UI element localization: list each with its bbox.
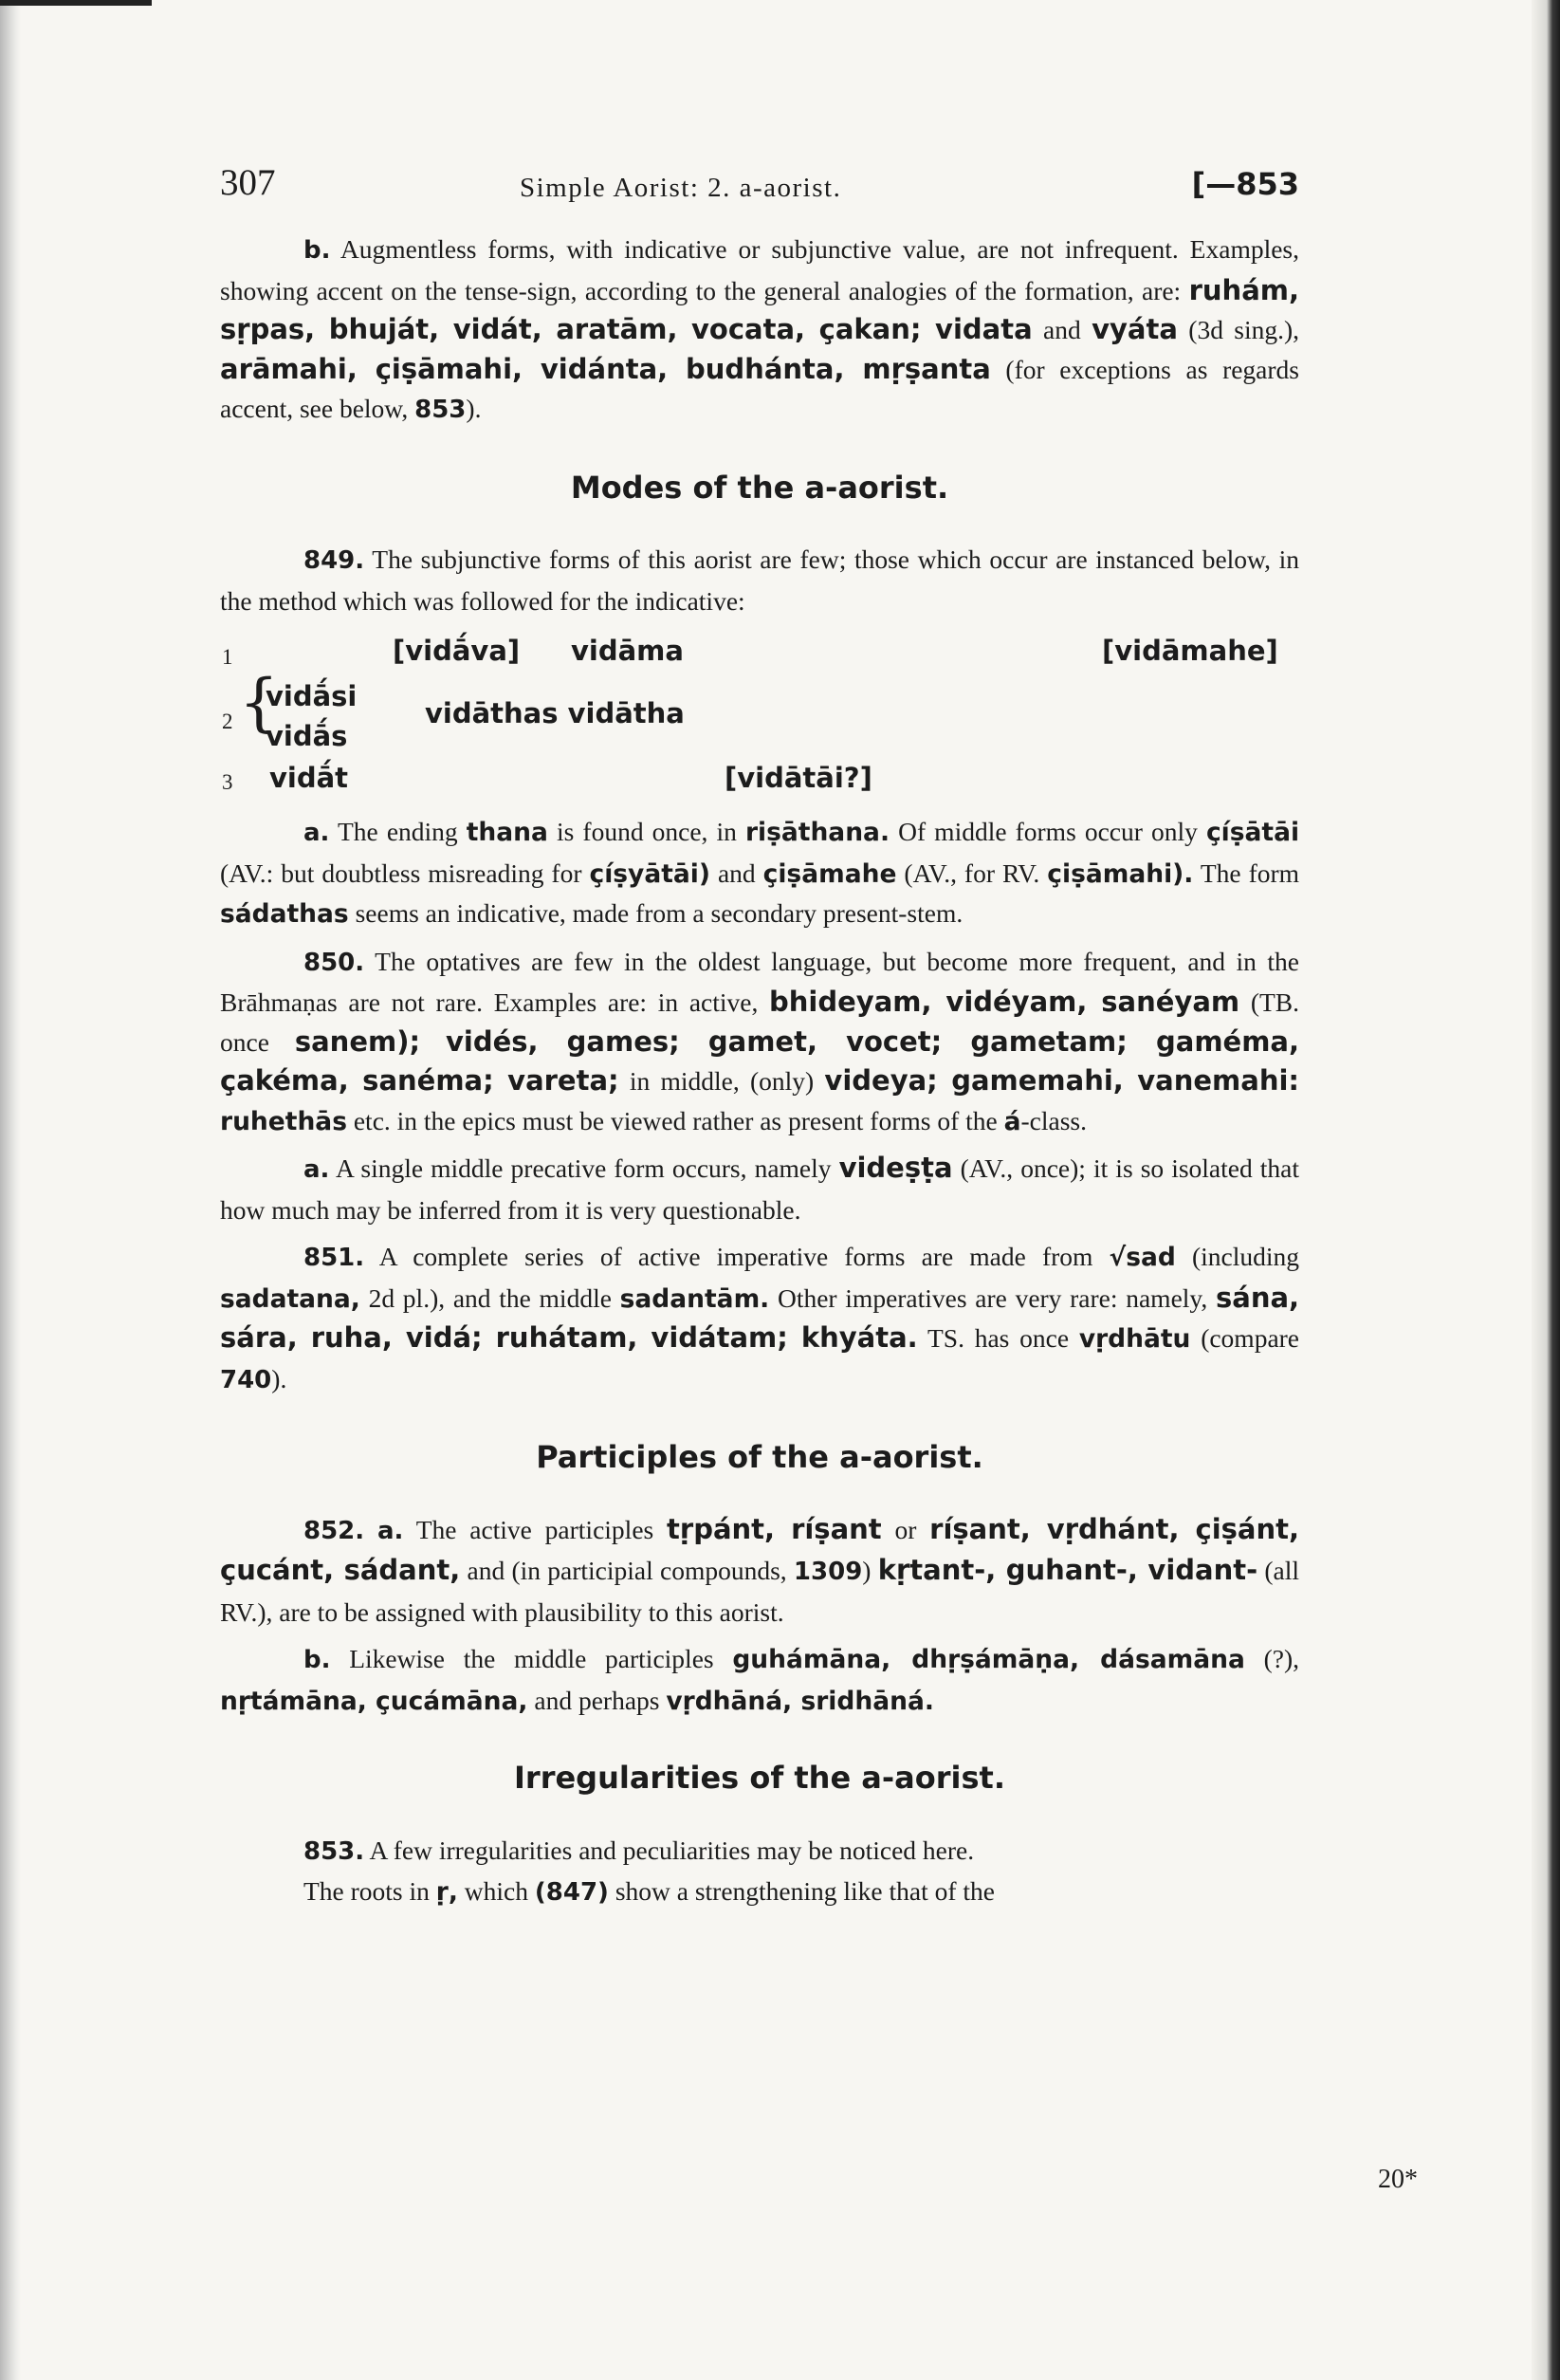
text: in middle, (only) bbox=[629, 1066, 815, 1096]
signature-mark: 20* bbox=[1378, 2165, 1418, 2194]
paragraph-label: a. bbox=[303, 1155, 330, 1184]
page-number: 307 bbox=[220, 162, 276, 203]
sanskrit-forms: guhámāna, dhṛṣámāṇa, dásamāna bbox=[732, 1645, 1245, 1674]
paragraph-849a bbox=[220, 812, 1299, 934]
page-body bbox=[220, 163, 1299, 1913]
brace-icon: { bbox=[239, 666, 279, 739]
heading-irregularities: Irregularities of the a-aorist. bbox=[514, 1760, 1005, 1796]
text: A complete series of active imperative forms are made from bbox=[378, 1242, 1093, 1271]
text: (for exceptions as regards accent, see below, bbox=[220, 354, 1299, 423]
text: and bbox=[1043, 315, 1081, 344]
running-head bbox=[220, 163, 1299, 211]
sanskrit-form: çiṣāmahe bbox=[762, 858, 897, 889]
paragraph-853-continued bbox=[220, 1872, 1299, 1913]
paragraph-850 bbox=[220, 942, 1299, 1142]
paragraph-label: b. bbox=[303, 236, 331, 265]
paragraph-850a bbox=[220, 1149, 1299, 1229]
scan-edge-right bbox=[1532, 0, 1560, 2380]
paradigm-form: vidāthas vidātha bbox=[425, 697, 685, 729]
text: and (in participial compounds, bbox=[467, 1556, 787, 1585]
text: ) bbox=[862, 1556, 872, 1585]
paragraph-label: b. bbox=[303, 1646, 331, 1674]
heading-participles: Participles of the a-aorist. bbox=[536, 1439, 983, 1475]
scan-edge-top bbox=[0, 0, 152, 6]
text: A few irregularities and peculiarities may be noticed here. bbox=[369, 1835, 975, 1865]
cross-reference: (847) bbox=[534, 1878, 609, 1907]
sanskrit-forms: videya; gamemahi, vanemahi: bbox=[824, 1064, 1300, 1097]
text: The optatives are few in the oldest language, but become more frequent, and in the Brāhmaṇas are not rare. Examples are: in active, bbox=[220, 946, 1299, 1017]
paragraph-848b bbox=[220, 230, 1299, 431]
text: etc. in the epics must be viewed rather as present forms of the bbox=[353, 1105, 998, 1135]
text: or bbox=[894, 1514, 917, 1544]
text: A single middle precative form occurs, namely bbox=[335, 1153, 832, 1183]
text: (including bbox=[1191, 1242, 1300, 1271]
sanskrit-form: á bbox=[1003, 1106, 1021, 1136]
text: 2d pl.), and the middle bbox=[368, 1282, 612, 1313]
sanskrit-form: çíṣātāi bbox=[1205, 818, 1300, 847]
text: (all RV.), are to be assigned with plausibility to this aorist. bbox=[220, 1556, 1300, 1627]
person-number: 3 bbox=[222, 770, 233, 794]
sanskrit-form: thana bbox=[466, 818, 548, 847]
text: is found once, in bbox=[557, 817, 737, 846]
sanskrit-form: ruhethās bbox=[220, 1106, 347, 1136]
root-form: √sad bbox=[1109, 1243, 1176, 1272]
text: Augmentless forms, with indicative or subjunctive value, are not infrequent. Examples, showing accent on the tense-sign, according to the general analogies of the formation, are: bbox=[220, 234, 1300, 305]
sanskrit-form: videṣṭa bbox=[838, 1152, 953, 1184]
paradigm-form: [vidātāi?] bbox=[725, 762, 872, 794]
cross-reference: 740 bbox=[220, 1365, 272, 1394]
text: -class. bbox=[1020, 1105, 1087, 1135]
sanskrit-forms: vidés, games; gamet, vocet; gametam; gaméma, çakéma, sanéma; vareta; bbox=[220, 1024, 1300, 1097]
text: (?), bbox=[1263, 1644, 1300, 1673]
text: The ending bbox=[338, 817, 458, 846]
paradigm-form: [vidāmahe] bbox=[1102, 635, 1278, 667]
sanskrit-form: çíṣyātāi) bbox=[589, 858, 710, 889]
section-number: 852. bbox=[303, 1516, 365, 1545]
paragraph-853 bbox=[220, 1831, 1299, 1873]
sanskrit-form: riṣāthana. bbox=[744, 818, 890, 847]
section-reference: [—853 bbox=[1191, 166, 1299, 202]
text: Likewise the middle participles bbox=[349, 1644, 714, 1673]
sanskrit-forms: ruhám, sṛpas, bhuját, vidát, aratām, vocata, çakan; vidata bbox=[220, 273, 1300, 345]
text: and bbox=[717, 858, 756, 888]
text: The form bbox=[1200, 858, 1300, 888]
paragraph-label: a. bbox=[303, 819, 330, 847]
sanskrit-forms: sána, sára, ruha, vidá; ruhátam, vidátam; khyáta. bbox=[220, 1281, 1300, 1354]
text: and perhaps bbox=[534, 1685, 660, 1715]
text: which bbox=[464, 1876, 529, 1906]
person-number: 2 bbox=[222, 710, 233, 733]
section-number: 850. bbox=[303, 948, 365, 977]
subjunctive-paradigm bbox=[220, 624, 1299, 804]
text: (TB. once bbox=[220, 987, 1300, 1057]
sanskrit-form: vṛdhātu bbox=[1078, 1324, 1191, 1354]
paradigm-form: vidā́t bbox=[269, 762, 349, 794]
paradigm-form: vidā́s bbox=[266, 720, 348, 752]
text: (3d sing.), bbox=[1188, 315, 1300, 344]
cross-reference: 853 bbox=[414, 396, 467, 424]
sanskrit-forms: vṛdhāná, sridhāná. bbox=[666, 1686, 934, 1716]
sanskrit-forms: kṛtant-, guhant-, vidant- bbox=[877, 1554, 1258, 1586]
text: ). bbox=[466, 394, 482, 423]
text: (AV., once); it is so isolated that how much may be inferred from it is very questionable. bbox=[220, 1153, 1300, 1225]
sanskrit-forms: tṛpánt, ríṣant bbox=[667, 1512, 882, 1545]
text: TS. has once bbox=[927, 1323, 1070, 1353]
paradigm-form: vidā́si bbox=[266, 680, 358, 712]
sanskrit-form: vyáta bbox=[1092, 313, 1178, 345]
text: (AV., for RV. bbox=[904, 858, 1040, 888]
text: Of middle forms occur only bbox=[898, 817, 1198, 846]
text: (AV.: but doubtless misreading for bbox=[220, 858, 582, 888]
sanskrit-form: sanem); bbox=[294, 1024, 421, 1058]
paragraph-849 bbox=[220, 540, 1299, 620]
sanskrit-forms: bhideyam, vidéyam, sanéyam bbox=[769, 986, 1240, 1018]
person-number: 1 bbox=[222, 645, 233, 669]
text: The active participles bbox=[415, 1514, 654, 1544]
paragraph-label: a. bbox=[376, 1516, 404, 1545]
paradigm-form: vidāma bbox=[571, 635, 684, 667]
scan-edge-left bbox=[0, 0, 21, 2380]
sanskrit-forms: nṛtámāna, çucámāna, bbox=[220, 1686, 528, 1716]
section-number: 851. bbox=[303, 1244, 365, 1272]
sanskrit-forms: arāmahi, çiṣāmahi, vidánta, budhánta, mṛṣanta bbox=[220, 352, 991, 385]
text: The roots in bbox=[303, 1876, 430, 1906]
sanskrit-form: ṛ, bbox=[435, 1877, 458, 1907]
text: The subjunctive forms of this aorist are few; those which occur are instanced below, in the method which was followed for the indicative: bbox=[220, 544, 1299, 616]
sanskrit-form: sadantām. bbox=[619, 1283, 770, 1314]
sanskrit-form: sádathas bbox=[220, 899, 349, 929]
sanskrit-forms: ríṣant, vṛdhánt, çiṣánt, çucánt, sádant, bbox=[220, 1512, 1299, 1586]
text: ). bbox=[271, 1363, 287, 1393]
section-number: 853. bbox=[303, 1836, 365, 1866]
paragraph-852b bbox=[220, 1639, 1299, 1721]
text: (compare bbox=[1201, 1323, 1300, 1353]
paragraph-851 bbox=[220, 1237, 1299, 1400]
running-title: Simple Aorist: 2. a-aorist. bbox=[520, 173, 842, 203]
sanskrit-form: çiṣāmahi). bbox=[1047, 858, 1194, 889]
paradigm-form: [vidā́va] bbox=[393, 635, 521, 667]
cross-reference: 1309 bbox=[793, 1558, 863, 1586]
paragraph-852a bbox=[220, 1510, 1299, 1633]
section-number: 849. bbox=[303, 546, 365, 575]
sanskrit-form: sadatana, bbox=[220, 1283, 360, 1314]
text: Other imperatives are very rare: namely, bbox=[777, 1282, 1208, 1313]
text: seems an indicative, made from a secondary present-stem. bbox=[355, 898, 964, 928]
text: show a strengthening like that of the bbox=[615, 1876, 995, 1906]
heading-modes: Modes of the a-aorist. bbox=[570, 469, 949, 506]
